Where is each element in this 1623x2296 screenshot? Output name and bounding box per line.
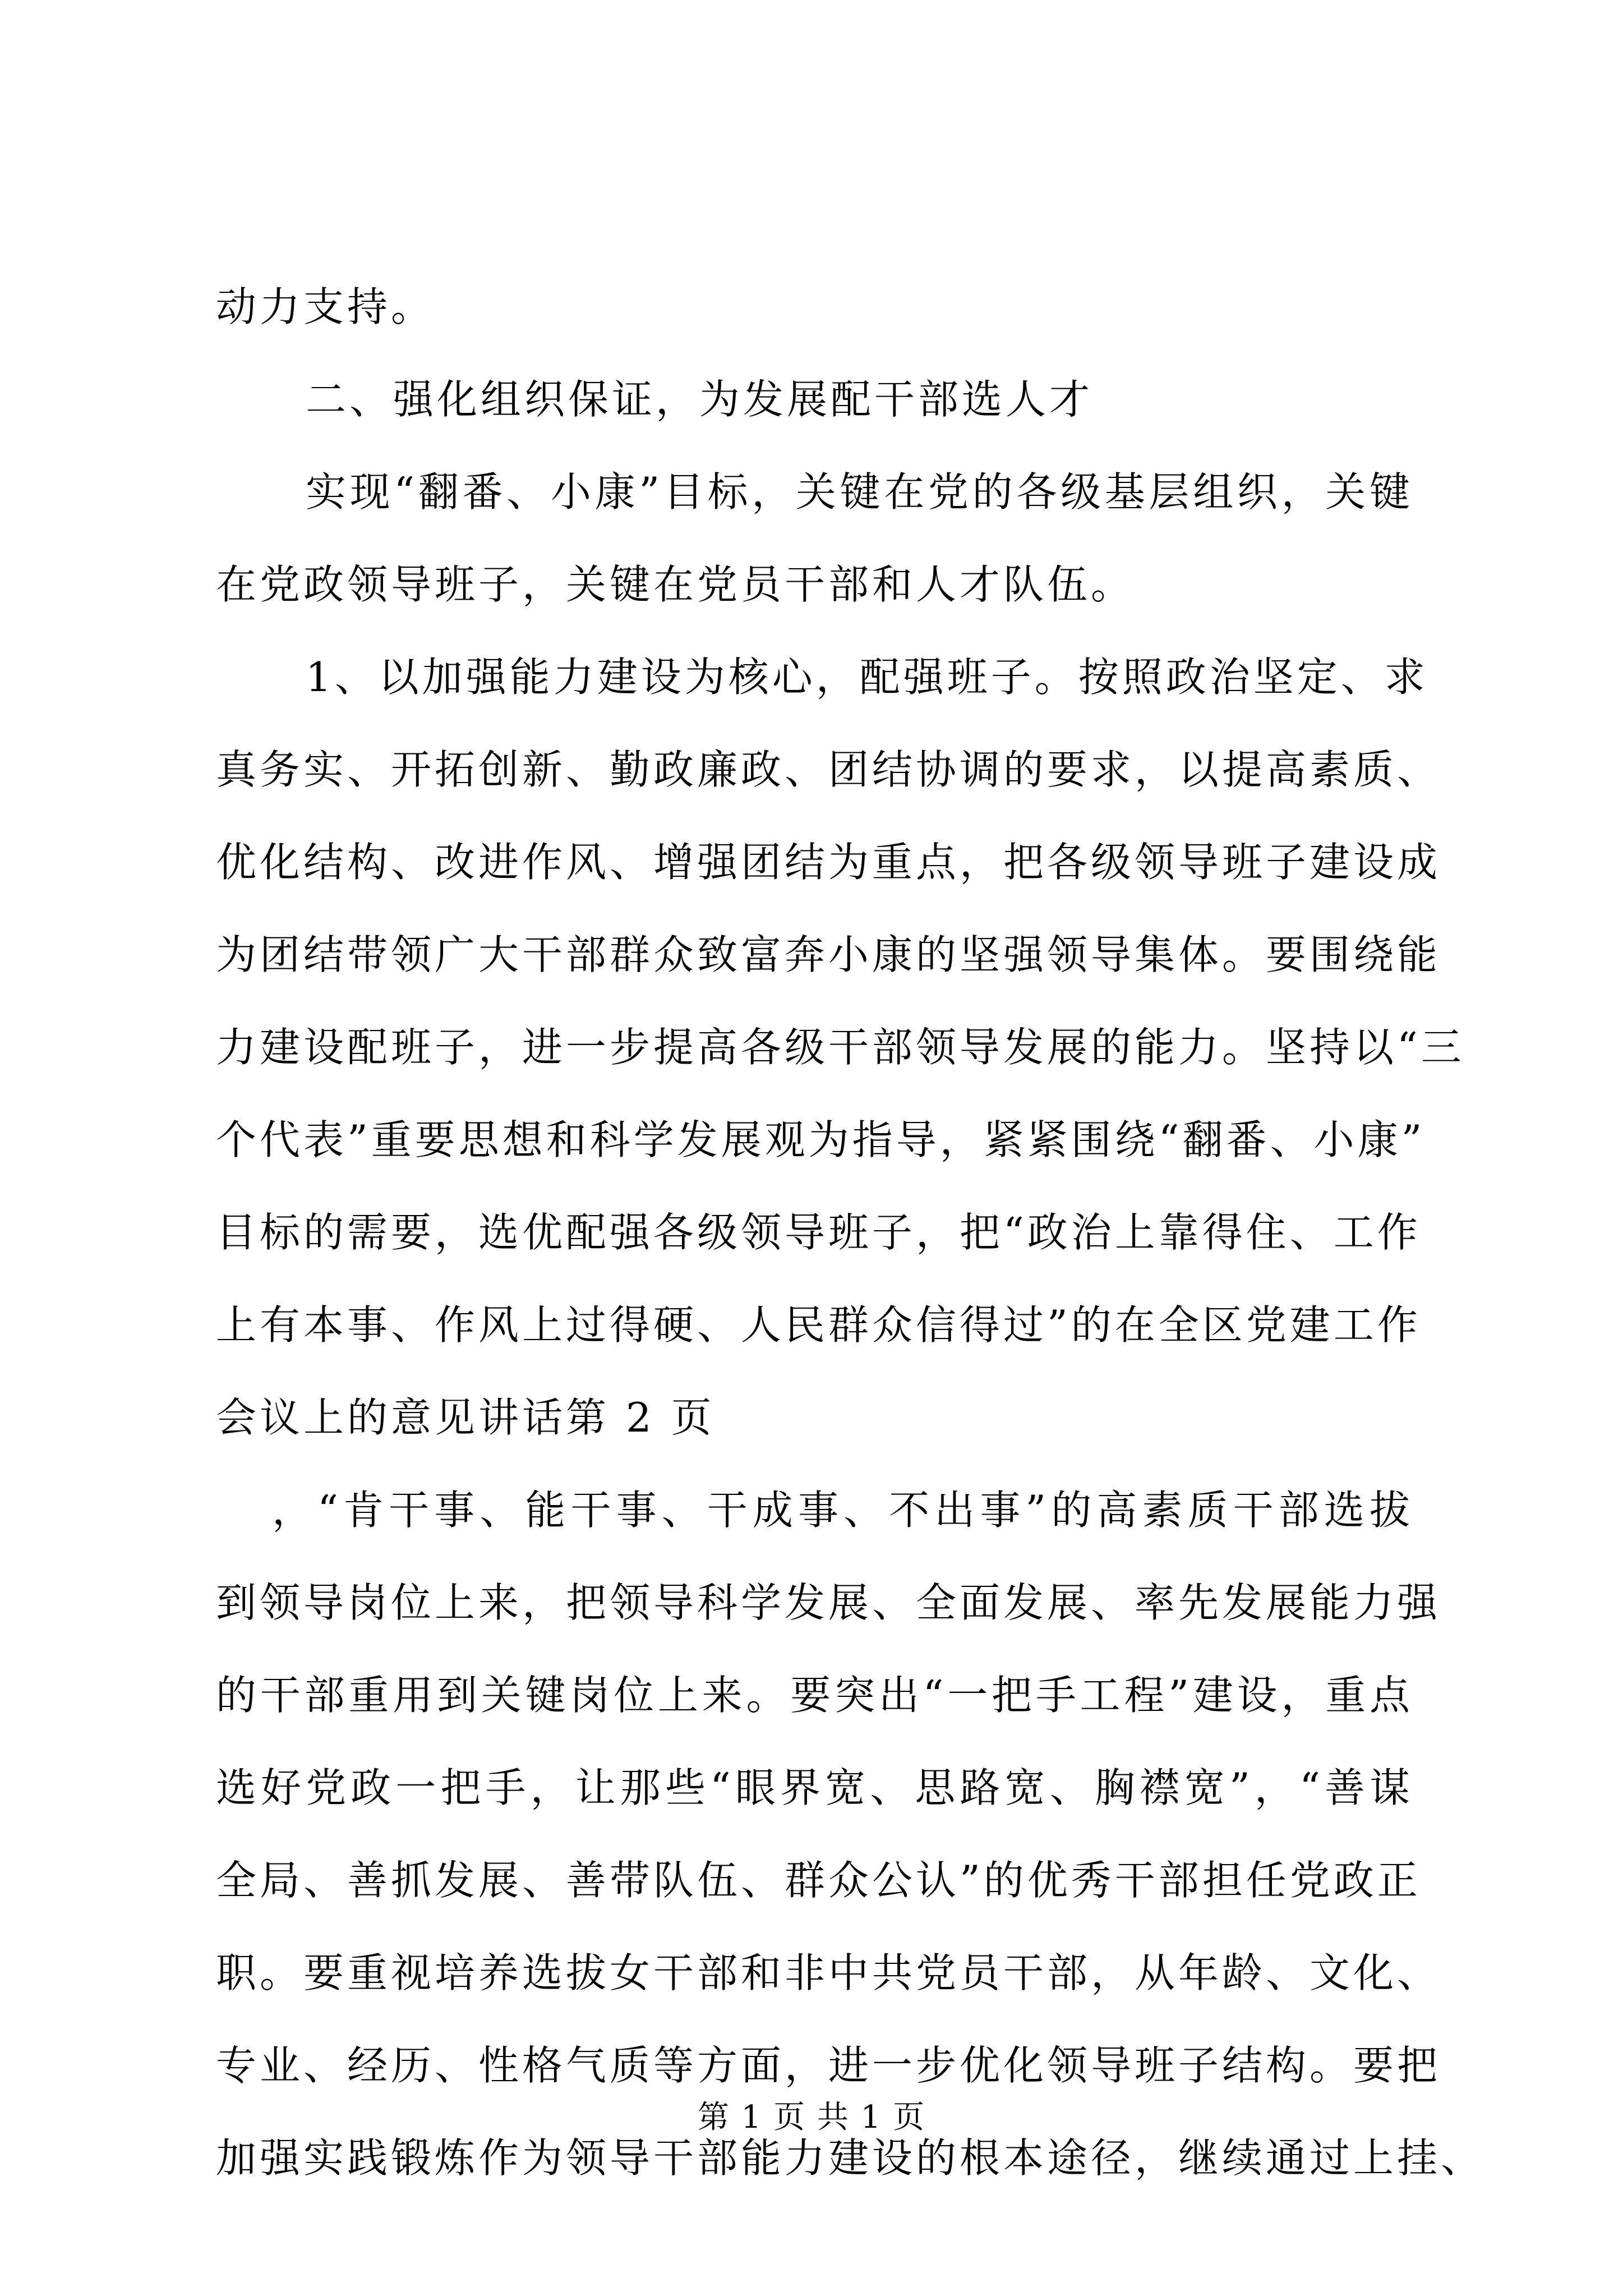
text-line: 全局、善抓发展、善带队伍、群众公认”的优秀干部担任党政正 — [216, 1857, 1421, 1904]
text-line: 个代表”重要思想和科学发展观为指导，紧紧围绕“翻番、小康” — [216, 1116, 1426, 1163]
document-body — [216, 261, 1485, 2205]
text-line: 专业、经历、性格气质等方面，进一步优化领导班子结构。要把 — [216, 2042, 1441, 2089]
text-line: 动力支持。 — [216, 283, 435, 330]
text-line: 实现“翻番、小康”目标，关键在党的各级基层组织，关键 — [306, 468, 1413, 516]
section-heading: 二、强化组织保证，为发展配干部选人才 — [306, 376, 1094, 423]
page-footer: 第 1 页 共 1 页 — [697, 2099, 926, 2136]
text-line: 优化结构、改进作风、增强团结为重点，把各级领导班子建设成 — [216, 839, 1441, 886]
text-line: 上有本事、作风上过得硬、人民群众信得过”的在全区党建工作 — [216, 1301, 1421, 1349]
text-line: 真务实、开拓创新、勤政廉政、团结协调的要求，以提高素质、 — [216, 746, 1441, 793]
text-line: 到领导岗位上来，把领导科学发展、全面发展、率先发展能力强 — [216, 1579, 1441, 1626]
text-line: 的干部重用到关键岗位上来。要突出“一把手工程”建设，重点 — [216, 1672, 1413, 1719]
text-line: 在党政领导班子，关键在党员干部和人才队伍。 — [216, 561, 1135, 608]
text-line: 为团结带领广大干部群众致富奔小康的坚强领导集体。要围绕能 — [216, 931, 1441, 978]
text-line: 会议上的意见讲话第 2 页 — [216, 1394, 715, 1441]
text-line: 目标的需要，选优配强各级领导班子，把“政治上靠得住、工作 — [216, 1209, 1421, 1256]
text-line: 选好党政一把手，让那些“眼界宽、思路宽、胸襟宽”，“善谋 — [216, 1764, 1413, 1811]
text-line: 1、以加强能力建设为核心，配强班子。按照政治坚定、求 — [306, 654, 1428, 701]
text-line: ，“肯干事、能干事、干成事、不出事”的高素质干部选拔 — [272, 1487, 1413, 1534]
text-line: 职。要重视培养选拔女干部和非中共党员干部，从年龄、文化、 — [216, 1949, 1441, 1996]
text-line: 加强实践锻炼作为领导干部能力建设的根本途径，继续通过上挂、 — [216, 2134, 1485, 2182]
text-line: 力建设配班子，进一步提高各级干部领导发展的能力。坚持以“三 — [216, 1024, 1465, 1071]
